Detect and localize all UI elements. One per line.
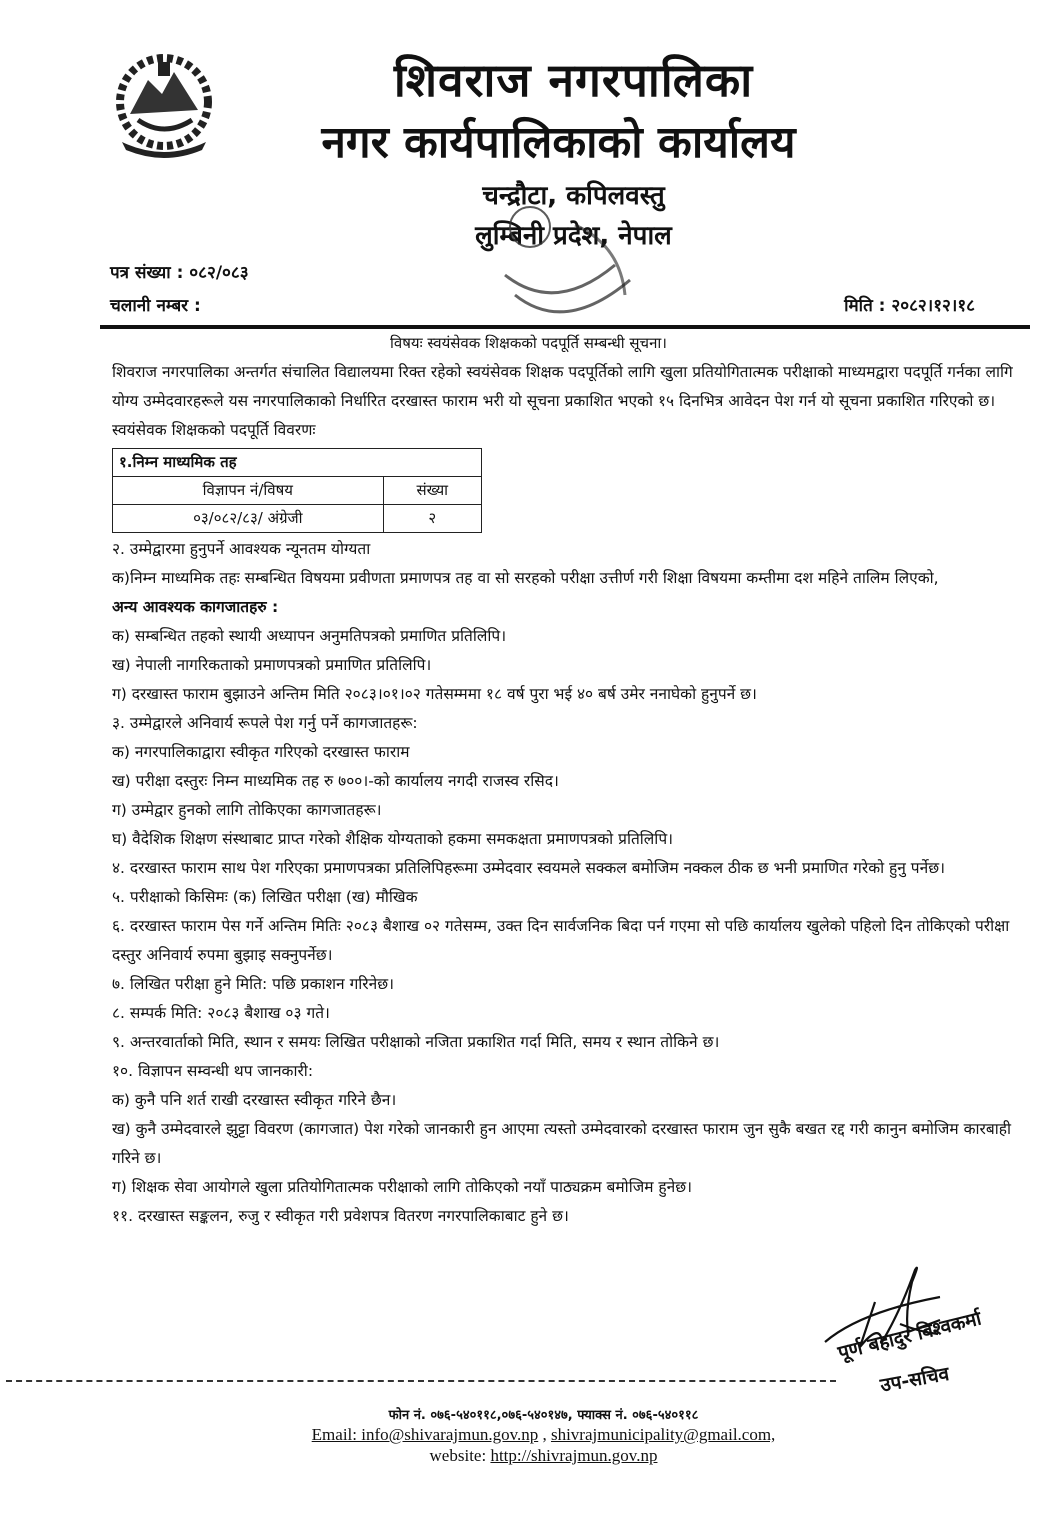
footer-divider bbox=[6, 1380, 836, 1382]
other-docs-ga: ग) दरखास्त फाराम बुझाउने अन्तिम मिति २०८३।०१।०२ गतेसम्ममा १८ वर्ष पुरा भई ४० बर्ष उमेर ननाघेको हुनुपर्ने छ। bbox=[112, 685, 757, 703]
vacancy-table bbox=[112, 448, 482, 533]
table-level-header: १.निम्न माध्यमिक तह bbox=[113, 449, 482, 477]
section-5: ५. परीक्षाको किसिमः (क) लिखित परीक्षा (ख) मौखिक bbox=[112, 888, 418, 906]
other-docs-kha: ख) नेपाली नागरिकताको प्रमाणपत्रको प्रमाणित प्रतिलिपि। bbox=[112, 656, 432, 674]
table-cell-subject: ०३/०८२/८३/ अंग्रेजी bbox=[113, 505, 384, 533]
section-3-title: ३. उम्मेद्वारले अनिवार्य रूपले पेश गर्नु पर्ने कागजातहरू: bbox=[112, 714, 418, 732]
section-2-ka: क)निम्न माध्यमिक तहः सम्बन्धित विषयमा प्रवीणता प्रमाणपत्र तह वा सो सरहको परीक्षा उत्तीर्ण गरी शिक्षा विषयमा कम्तीमा दश महिने तालिम लिएको, bbox=[112, 569, 939, 587]
section-6: ६. दरखास्त फाराम पेस गर्ने अन्तिम मितिः २०८३ बैशाख ०२ गतेसम्म, उक्त दिन सार्वजनिक बिदा पर्न गएमा सो पछि कार्यालय खुलेको पहिलो दिन तोकिएको परीक्षा दस्तुर अनिवार्य रुपमा बुझाइ सक्नुपर्नेछ। bbox=[112, 917, 1010, 964]
address-line-1: चन्द्रौटा, कपिलवस्तु bbox=[482, 181, 665, 211]
other-docs-title: अन्य आवश्यक कागजातहरु : bbox=[112, 598, 279, 616]
section-10-title: १०. विज्ञापन सम्वन्धी थप जानकारी: bbox=[112, 1062, 314, 1080]
section-3-ga: ग) उम्मेद्वार हुनको लागि तोकिएका कागजातहरू। bbox=[112, 801, 382, 819]
footer-website bbox=[0, 1446, 1057, 1466]
table-cell-count: २ bbox=[383, 505, 481, 533]
signatory-title: उप-सचिव bbox=[878, 1362, 951, 1397]
notice-body bbox=[112, 358, 1017, 1231]
section-9: ९. अन्तरवार्ताको मिति, स्थान र समयः लिखित परीक्षाको नजिता प्रकाशित गर्दा मिति, समय र स्थान तोकिने छ। bbox=[112, 1033, 720, 1051]
section-4: ४. दरखास्त फाराम साथ पेश गरिएका प्रमाणपत्रका प्रतिलिपिहरूमा उम्मेदवार स्वयमले सक्कल बमोजिम नक्कल ठीक छ भनी प्रमाणित गरेको हुनु पर्नेछ। bbox=[112, 859, 945, 877]
section-3-ka: क) नगरपालिकाद्वारा स्वीकृत गरिएको दरखास्त फाराम bbox=[112, 743, 410, 761]
section-8: ८. सम्पर्क मिति: २०८३ बैशाख ०३ गते। bbox=[112, 1004, 330, 1022]
letter-date: मिति : २०८२।१२।१८ bbox=[844, 296, 975, 316]
header-divider bbox=[100, 325, 1030, 329]
vacancy-heading: स्वयंसेवक शिक्षकको पदपूर्ति विवरणः bbox=[112, 421, 316, 439]
letter-number: पत्र संख्या : ०८२/०८३ bbox=[110, 263, 249, 283]
website-label: website: bbox=[429, 1446, 491, 1465]
section-3-kha: ख) परीक्षा दस्तुरः निम्न माध्यमिक तह रु ७००।-को कार्यालय नगदी राजस्व रसिद। bbox=[112, 772, 559, 790]
signatory-name: पूर्ण बहादुर बिश्वकर्मा bbox=[835, 1307, 984, 1365]
footer-phone: फोन नं. ०७६-५४०११८,०७६-५४०१४७, फ्याक्स नं. ०७६-५४०११८ bbox=[388, 1408, 699, 1423]
section-7: ७. लिखित परीक्षा हुने मिति: पछि प्रकाशन गरिनेछ। bbox=[112, 975, 394, 993]
section-10-ga: ग) शिक्षक सेवा आयोगले खुला प्रतियोगितात्मक परीक्षाको लागि तोकिएको नयाँ पाठ्यक्रम बमोजिम हुनेछ। bbox=[112, 1178, 692, 1196]
website-link[interactable]: http://shivrajmun.gov.np bbox=[490, 1446, 658, 1465]
org-title: शिवराज नगरपालिका bbox=[393, 53, 754, 107]
section-11: ११. दरखास्त सङ्कलन, रुजु र स्वीकृत गरी प्रवेशपत्र वितरण नगरपालिकाबाट हुने छ। bbox=[112, 1207, 569, 1225]
dispatch-number: चलानी नम्बर : bbox=[110, 296, 201, 316]
email-link-2[interactable]: shivrajmunicipality@gmail.com, bbox=[550, 1425, 776, 1444]
email-link-1[interactable]: Email: info@shivarajmun.gov.np bbox=[311, 1425, 539, 1444]
notice-subject: विषयः स्वयंसेवक शिक्षकको पदपूर्ति सम्बन्धी सूचना। bbox=[390, 334, 667, 352]
section-2-title: २. उम्मेद्वारमा हुनुपर्ने आवश्यक न्यूनतम योग्यता bbox=[112, 540, 371, 558]
footer-email bbox=[0, 1425, 1057, 1445]
table-header-subject: विज्ञापन नं/विषय bbox=[113, 477, 384, 505]
other-docs-ka: क) सम्बन्धित तहको स्थायी अध्यापन अनुमतिपत्रको प्रमाणित प्रतिलिपि। bbox=[112, 627, 507, 645]
intro-paragraph: शिवराज नगरपालिका अन्तर्गत संचालित विद्यालयमा रिक्त रहेको स्वयंसेवक शिक्षक पदपूर्तिको लागि खुला प्रतियोगितात्मक परीक्षाको माध्यमद्वारा पदपूर्ति गर्नका लागि योग्य उम्मेदवारहरूले यस नगरपालिकाको निर्धारित दरखास्त फाराम भरी यो सूचना प्रकाशित भएको १५ दिनभित्र आवेदन पेश गर्न यो सूचना प्रकाशित गरिएको छ। bbox=[112, 363, 1013, 410]
office-title: नगर कार्यपालिकाको कार्यालय bbox=[321, 117, 796, 168]
office-stamp-icon bbox=[495, 205, 645, 335]
address-line-2: लुम्बिनी प्रदेश, नेपाल bbox=[475, 221, 672, 251]
section-3-gha: घ) वैदेशिक शिक्षण संस्थाबाट प्राप्त गरेको शैक्षिक योग्यताको हकमा समकक्षता प्रमाणपत्रको प्रतिलिपि। bbox=[112, 830, 674, 848]
email-separator: , bbox=[538, 1425, 551, 1444]
table-header-count: संख्या bbox=[383, 477, 481, 505]
table-row bbox=[113, 505, 482, 533]
section-10-ka: क) कुनै पनि शर्त राखी दरखास्त स्वीकृत गरिने छैन। bbox=[112, 1091, 397, 1109]
section-10-kha: ख) कुनै उम्मेदवारले झुट्टा विवरण (कागजात) पेश गरेको जानकारी हुन आएमा त्यस्तो उम्मेदवारको दरखास्त फाराम जुन सुकै बखत रद्द गरी कानुन बमोजिम कारबाही गरिने छ। bbox=[112, 1120, 1011, 1167]
